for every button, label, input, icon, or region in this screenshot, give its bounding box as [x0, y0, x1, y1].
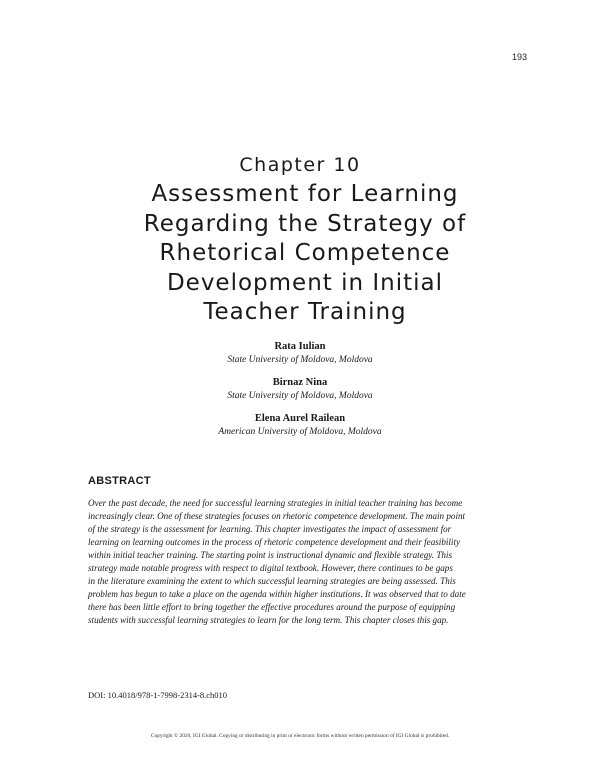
- chapter-label: Chapter 10: [239, 154, 361, 176]
- chapter-title-line: Regarding the Strategy of: [143, 210, 467, 237]
- author-list: [0, 340, 600, 448]
- abstract-line: strategy made notable progress with respect to digital textbook. However, there continues to be gaps: [88, 562, 453, 573]
- author-affiliation: State University of Moldova, Moldova: [227, 391, 373, 401]
- abstract-line: increasingly clear. One of these strategies focuses on rhetoric competence development. The main point: [88, 510, 466, 521]
- abstract-heading: ABSTRACT: [88, 475, 151, 487]
- author-affiliation: State University of Moldova, Moldova: [227, 355, 373, 365]
- author-name: Elena Aurel Railean: [254, 413, 346, 424]
- copyright-notice: Copyright © 2020, IGI Global. Copying or distributing in print or electronic forms without written permission of IGI Global is prohibited.: [150, 733, 450, 739]
- page-number: 193: [511, 52, 527, 62]
- abstract-line: students with successful learning strategies to learn for the long term. This chapter closes this gap.: [88, 614, 449, 625]
- abstract-line: in the literature examining the extent to which successful learning strategies are being assessed. This: [88, 575, 456, 586]
- abstract-line: of the strategy is the assessment for learning. This chapter investigates the impact of assessment for: [88, 523, 452, 534]
- author-name: Rata Iulian: [274, 341, 326, 352]
- author-affiliation: American University of Moldova, Moldova: [218, 427, 382, 437]
- chapter-title: [110, 180, 500, 328]
- author-block: [0, 412, 600, 439]
- doi[interactable]: DOI: 10.4018/978-1-7998-2314-8.ch010: [88, 690, 228, 700]
- author-name: Birnaz Nina: [272, 377, 328, 388]
- abstract-line: problem has begun to take a place on the agenda within higher institutions. It was observed that to date: [88, 588, 466, 599]
- abstract-line: learning on learning outcomes in the process of rhetoric competence development and their feasibility: [88, 536, 461, 547]
- abstract-body: [88, 497, 508, 627]
- abstract-line: within initial teacher training. The starting point is instructional dynamic and flexible strategy. This: [88, 549, 452, 560]
- chapter-title-line: Assessment for Learning: [151, 181, 459, 207]
- abstract-line: there has been little effort to bring together the effective procedures around the purpose of equipping: [88, 601, 456, 612]
- chapter-title-line: Rhetorical Competence: [159, 240, 451, 267]
- abstract-line: Over the past decade, the need for successful learning strategies in initial teacher training has become: [88, 498, 463, 508]
- author-block: [0, 340, 600, 367]
- chapter-title-line: Teacher Training: [203, 299, 407, 326]
- chapter-title-line: Development in Initial: [166, 269, 444, 296]
- author-block: [0, 376, 600, 403]
